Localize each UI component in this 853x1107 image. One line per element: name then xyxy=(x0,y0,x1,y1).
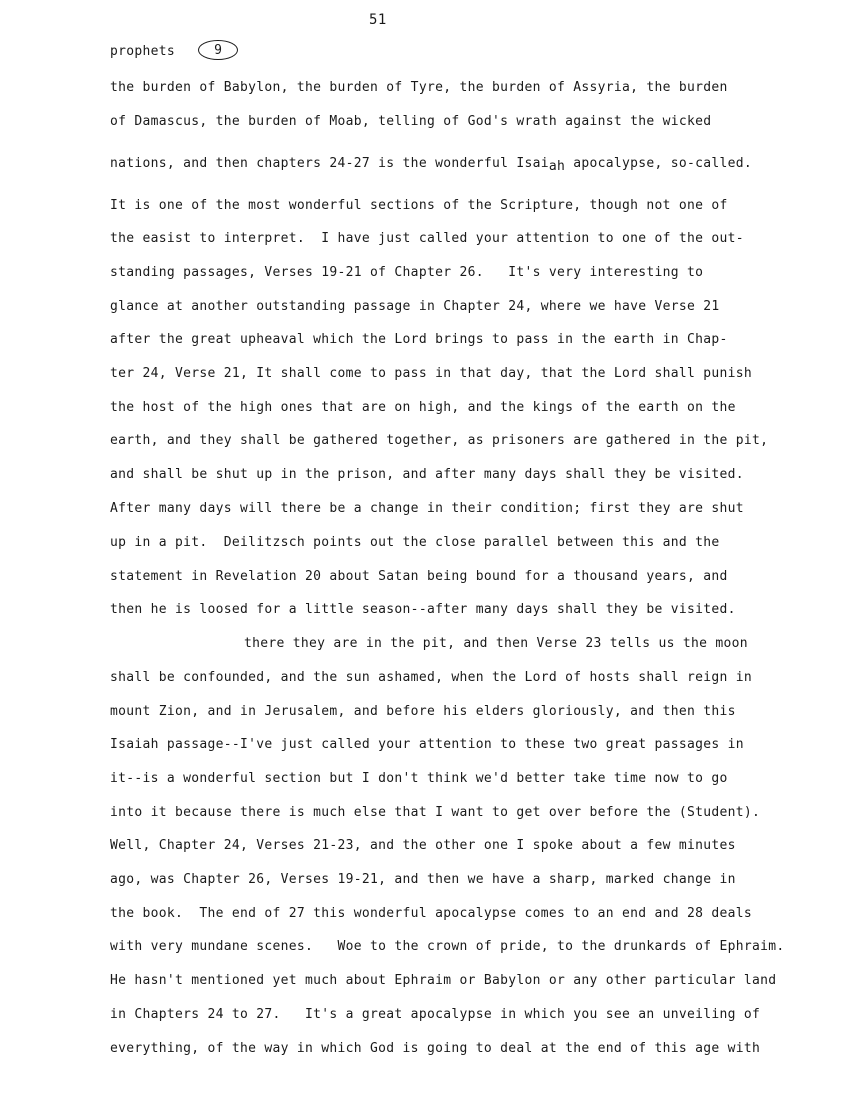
text-line: and shall be shut up in the prison, and after many days shall they be visited. xyxy=(110,467,744,482)
text-line: ter 24, Verse 21, It shall come to pass in that day, that the Lord shall punish xyxy=(110,366,753,381)
subscript-text: ah xyxy=(548,159,566,174)
text-line: He hasn't mentioned yet much about Ephraim or Babylon or any other particular land xyxy=(110,973,777,988)
text-line: it--is a wonderful section but I don't think we'd better take time now to go xyxy=(110,771,728,786)
text-line: with very mundane scenes. Woe to the crown of pride, to the drunkards of Ephraim. xyxy=(110,939,785,954)
text-line-part: apocalypse, so-called. xyxy=(565,156,753,171)
text-line: glance at another outstanding passage in Chapter 24, where we have Verse 21 xyxy=(110,299,720,314)
text-line-part: nations, and then chapters 24-27 is the wonderful Isai xyxy=(110,156,549,171)
text-line: after the great upheaval which the Lord brings to pass in the earth in Chap- xyxy=(110,332,728,347)
text-line: It is one of the most wonderful sections of the Scripture, though not one of xyxy=(110,198,728,213)
text-line: Isaiah passage--I've just called your attention to these two great passages in xyxy=(110,737,744,752)
text-line: standing passages, Verses 19-21 of Chapter 26. It's very interesting to xyxy=(110,265,704,280)
text-line: earth, and they shall be gathered together, as prisoners are gathered in the pit, xyxy=(110,433,769,448)
circled-section-number: 9 xyxy=(198,40,238,60)
text-line: Well, Chapter 24, Verses 21-23, and the other one I spoke about a few minutes xyxy=(110,838,736,853)
text-line: the book. The end of 27 this wonderful apocalypse comes to an end and 28 deals xyxy=(110,906,753,921)
text-line-indented: there they are in the pit, and then Verse 23 tells us the moon xyxy=(244,636,748,651)
page-number: 51 xyxy=(369,12,387,28)
text-line: statement in Revelation 20 about Satan being bound for a thousand years, and xyxy=(110,569,728,584)
text-line: the burden of Babylon, the burden of Tyre, the burden of Assyria, the burden xyxy=(110,80,728,95)
section-label: prophets xyxy=(110,44,176,59)
text-line: mount Zion, and in Jerusalem, and before his elders gloriously, and then this xyxy=(110,704,736,719)
text-line xyxy=(110,156,752,172)
text-line: of Damascus, the burden of Moab, telling of God's wrath against the wicked xyxy=(110,114,712,129)
text-line: After many days will there be a change in their condition; first they are shut xyxy=(110,501,744,516)
text-line: shall be confounded, and the sun ashamed, when the Lord of hosts shall reign in xyxy=(110,670,753,685)
text-line: everything, of the way in which God is going to deal at the end of this age with xyxy=(110,1041,761,1056)
text-line: ago, was Chapter 26, Verses 19-21, and then we have a sharp, marked change in xyxy=(110,872,736,887)
text-line: in Chapters 24 to 27. It's a great apocalypse in which you see an unveiling of xyxy=(110,1007,761,1022)
text-line: then he is loosed for a little season--after many days shall they be visited. xyxy=(110,602,736,617)
text-line: into it because there is much else that I want to get over before the (Student). xyxy=(110,805,761,820)
text-line: the easist to interpret. I have just called your attention to one of the out- xyxy=(110,231,744,246)
text-line: up in a pit. Deilitzsch points out the close parallel between this and the xyxy=(110,535,720,550)
text-line: the host of the high ones that are on high, and the kings of the earth on the xyxy=(110,400,736,415)
